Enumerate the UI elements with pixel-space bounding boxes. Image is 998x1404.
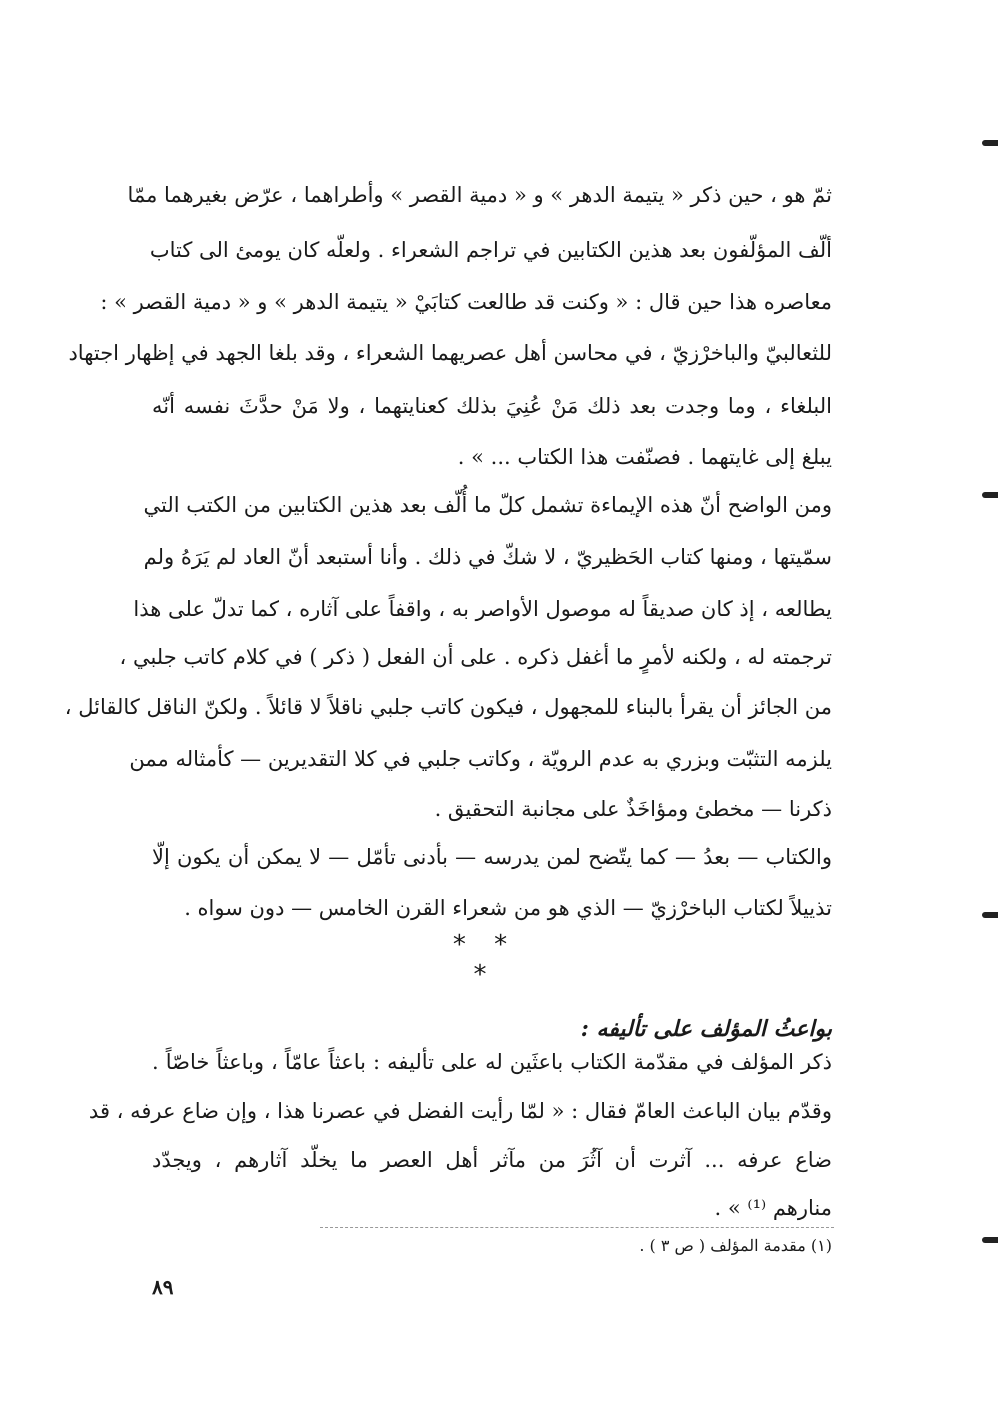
body-line: يبلغ إلى غايتهما . فصنّفت هذا الكتاب ... » .	[457, 445, 832, 469]
body-line: معاصره هذا حين قال : « وكنت قد طالعت كتابَيْ « يتيمة الدهر » و « دمية القصر » :	[100, 290, 832, 314]
body-line: ذكرنا — مخطئ ومؤاخَذٌ على مجانبة التحقيق .	[434, 797, 832, 821]
body-line: تذييلاً لكتاب الباخرْزيّ — الذي هو من شعراء القرن الخامس — دون سواه .	[184, 896, 832, 920]
edge-mark	[982, 492, 998, 498]
edge-mark	[982, 912, 998, 918]
edge-mark	[982, 1237, 998, 1243]
page-number: ٨٩	[152, 1275, 174, 1299]
body-line: منارهم ⁽¹⁾ » .	[714, 1196, 832, 1220]
section-divider: * * *	[452, 930, 518, 990]
body-line: يطالعه ، إذ كان صديقاً له موصول الأواصر به ، واقفاً على آثاره ، كما تدلّ على هذا	[133, 597, 832, 621]
body-line: ترجمته له ، ولكنه لأمرٍ ما أغفل ذكره . على أن الفعل ( ذكر ) في كلام كاتب جلبي ،	[119, 645, 832, 669]
body-line: للثعالبيّ والباخرْزيّ ، في محاسن أهل عصريهما الشعراء ، وقد بلغا الجهد في إظهار اجتهاد	[68, 341, 832, 365]
body-line: من الجائز أن يقرأ بالبناء للمجهول ، فيكون كاتب جلبي ناقلاً لا قائلاً . ولكنّ الناقل كالقائل ،	[64, 695, 832, 719]
body-line: ثمّ هو ، حين ذكر « يتيمة الدهر » و « دمية القصر » وأطراهما ، عرّض بغيرهما ممّا	[127, 183, 832, 207]
body-line: والكتاب — بعدُ — كما يتّضح لمن يدرسه — بأدنى تأمّل — لا يمكن أن يكون إلّا	[152, 845, 832, 869]
body-line: ومن الواضح أنّ هذه الإيماءة تشمل كلّ ما أُلّف بعد هذين الكتابين من الكتب التي	[143, 493, 832, 517]
footnote: (١) مقدمة المؤلف ( ص ٣ ) .	[639, 1236, 832, 1255]
body-line: ذكر المؤلف في مقدّمة الكتاب باعثَين له على تأليفه : باعثاً عامّاً ، وباعثاً خاصّاً .	[152, 1050, 832, 1074]
section-heading: بواعثُ المؤلف على تأليفه :	[580, 1016, 832, 1042]
body-line: البلغاء ، وما وجدت بعد ذلك مَنْ عُنِيَ بذلك كعنايتهما ، ولا مَنْ حدَّثَ نفسه أنّه	[152, 394, 832, 418]
footnote-separator	[320, 1227, 834, 1228]
body-line: سمّيتها ، ومنها كتاب الحَظيريّ ، لا شكّ في ذلك . وأنا أستبعد أنّ العاد لم يَرَهُ ولم	[143, 545, 832, 569]
body-line: ألّف المؤلّفون بعد هذين الكتابين في تراجم الشعراء . ولعلّه كان يومئ الى كتاب	[149, 238, 832, 262]
edge-mark	[982, 140, 998, 146]
body-line: ضاع عرفه ... آثرت أن آثُرَ من مآثر أهل العصر ما يخلّد آثارهم ، ويجدّد	[152, 1148, 832, 1172]
body-line: وقدّم بيان الباعث العامّ فقال : « لمّا رأيت الفضل في عصرنا هذا ، وإن ضاع عرفه ، قد	[88, 1099, 832, 1123]
body-line: يلزمه التثبّت وبزري به عدم الرويّة ، وكاتب جلبي في كلا التقديرين — كأمثاله ممن	[129, 747, 832, 771]
